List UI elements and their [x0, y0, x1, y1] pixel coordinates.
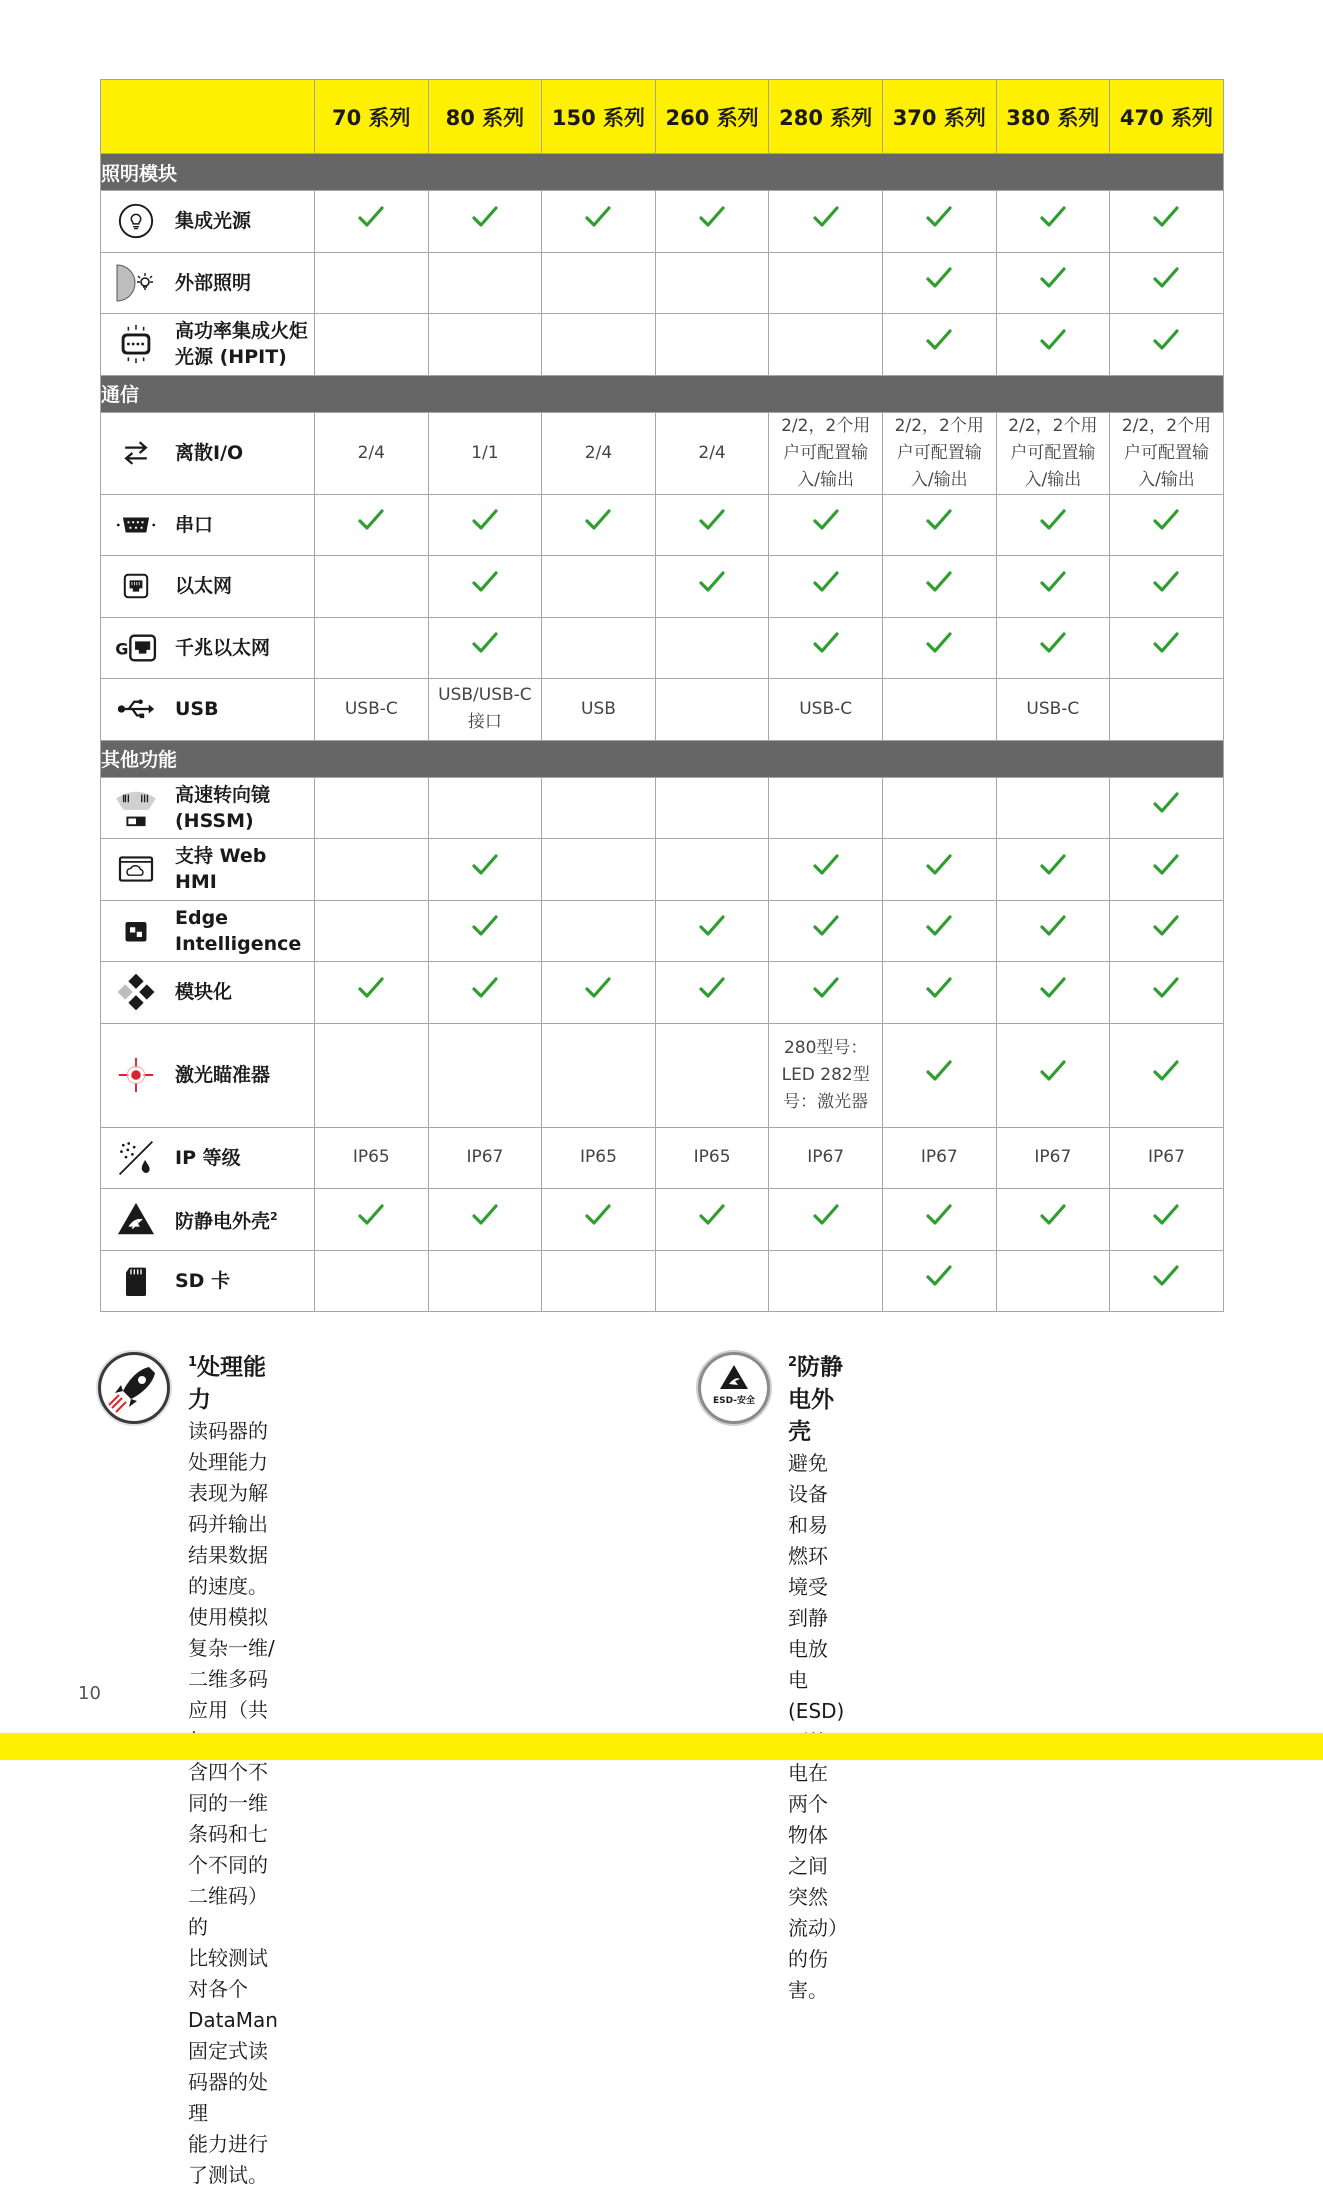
- feature-cell: [101, 412, 315, 494]
- check-icon: [1040, 508, 1066, 532]
- value-cell: 2/4: [315, 412, 429, 494]
- footnote-line: 电在两个物体之间突然流动）的伤害。: [788, 1760, 838, 2002]
- check-icon: [926, 266, 952, 290]
- footnote-line: 避免设备和易燃环境受到静电放电 (ESD): [788, 1450, 845, 1723]
- value-cell: USB-C: [315, 679, 429, 741]
- table-row: [101, 412, 1224, 494]
- check-cell: [1110, 1250, 1224, 1312]
- value-cell: 2/2，2个用户可配置输入/输出: [996, 412, 1110, 494]
- feature-cell: [101, 314, 315, 376]
- check-cell: [655, 962, 769, 1024]
- feature-cell: [101, 252, 315, 314]
- check-icon: [926, 570, 952, 594]
- ethernet-icon: [111, 563, 161, 609]
- check-icon: [1040, 1203, 1066, 1227]
- bottom-accent-bar: [0, 1733, 1323, 1760]
- value-cell: IP67: [882, 1127, 996, 1189]
- check-icon: [926, 1264, 952, 1288]
- column-header: 380 系列: [996, 80, 1110, 154]
- check-cell: [428, 962, 542, 1024]
- column-header: 470 系列: [1110, 80, 1224, 154]
- column-header: 260 系列: [655, 80, 769, 154]
- esd-safe-icon-text: ESD-安全: [712, 1396, 756, 1406]
- value-cell: IP65: [542, 1127, 656, 1189]
- check-cell: [428, 900, 542, 962]
- external-light-icon: [111, 260, 161, 306]
- check-cell: [882, 252, 996, 314]
- value-cell: [769, 252, 883, 314]
- table-row: [101, 839, 1224, 901]
- footnote-1-text: [188, 1416, 278, 2191]
- value-cell: [655, 617, 769, 679]
- value-cell: [542, 1250, 656, 1312]
- check-cell: [882, 191, 996, 253]
- value-cell: [882, 777, 996, 839]
- value-cell: [315, 777, 429, 839]
- check-cell: [428, 839, 542, 901]
- value-cell: [655, 777, 769, 839]
- hpit-icon: [111, 321, 161, 367]
- section-header-row: [101, 154, 1224, 191]
- check-cell: [882, 556, 996, 618]
- check-cell: [1110, 839, 1224, 901]
- value-cell: [769, 314, 883, 376]
- check-icon: [1153, 1203, 1179, 1227]
- check-cell: [1110, 777, 1224, 839]
- check-cell: [769, 962, 883, 1024]
- check-cell: [769, 556, 883, 618]
- value-cell: [428, 252, 542, 314]
- value-cell: [542, 1023, 656, 1127]
- check-icon: [358, 508, 384, 532]
- value-cell: 2/2，2个用户可配置输入/输出: [769, 412, 883, 494]
- check-cell: [655, 494, 769, 556]
- check-icon: [926, 631, 952, 655]
- feature-label: 防静电外壳$^2$: [175, 1210, 278, 1233]
- value-cell: [315, 839, 429, 901]
- check-cell: [655, 1189, 769, 1251]
- feature-label: 模块化: [175, 981, 233, 1004]
- feature-label: 千兆以太网: [175, 636, 271, 659]
- feature-label: 支持 Web HMI: [175, 845, 267, 894]
- value-cell: [315, 900, 429, 962]
- value-cell: [769, 1250, 883, 1312]
- feature-cell: [101, 900, 315, 962]
- rocket-icon: [95, 1349, 173, 1427]
- edge-intelligence-icon: [111, 908, 161, 954]
- check-icon: [472, 914, 498, 938]
- table-row: [101, 1189, 1224, 1251]
- footnote-1-title: 处理能力: [188, 1354, 267, 1413]
- feature-cell: [101, 617, 315, 679]
- check-icon: [1153, 914, 1179, 938]
- feature-cell: [101, 1250, 315, 1312]
- esd-housing-icon: [111, 1196, 161, 1242]
- comparison-table: [100, 79, 1224, 1312]
- check-cell: [996, 252, 1110, 314]
- feature-cell: [101, 777, 315, 839]
- value-cell: [315, 314, 429, 376]
- check-icon: [813, 508, 839, 532]
- feature-label: 激光瞄准器: [175, 1064, 271, 1086]
- check-cell: [882, 1189, 996, 1251]
- column-header: 280 系列: [769, 80, 883, 154]
- check-cell: [996, 494, 1110, 556]
- check-cell: [655, 556, 769, 618]
- check-cell: [428, 617, 542, 679]
- check-icon: [813, 976, 839, 1000]
- table-row: [101, 1127, 1224, 1189]
- check-cell: [996, 962, 1110, 1024]
- check-cell: [769, 1189, 883, 1251]
- footnote-line: 的速度。使用模拟复杂一维/二维多码应用（共: [188, 1573, 275, 1722]
- value-cell: [428, 777, 542, 839]
- integrated-light-icon: [111, 198, 161, 244]
- check-icon: [585, 508, 611, 532]
- check-icon: [813, 570, 839, 594]
- check-icon: [1040, 205, 1066, 229]
- check-icon: [699, 570, 725, 594]
- check-icon: [472, 508, 498, 532]
- usb-icon: [111, 686, 161, 732]
- value-cell: USB/USB-C接口: [428, 679, 542, 741]
- value-cell: [542, 556, 656, 618]
- check-icon: [926, 976, 952, 1000]
- check-icon: [1153, 791, 1179, 815]
- table-row: [101, 191, 1224, 253]
- esd-safe-icon: [695, 1349, 773, 1427]
- check-cell: [882, 314, 996, 376]
- value-cell: IP67: [996, 1127, 1110, 1189]
- value-cell: [428, 314, 542, 376]
- value-cell: 2/4: [542, 412, 656, 494]
- feature-label: SD 卡: [175, 1269, 231, 1292]
- value-cell: [655, 252, 769, 314]
- footnote-line: 比较测试对各个 DataMan 固定式读码器的处理: [188, 1945, 278, 2125]
- section-title: 照明模块: [101, 154, 1224, 191]
- check-cell: [1110, 1023, 1224, 1127]
- check-icon: [585, 205, 611, 229]
- feature-label: 高速转向镜 (HSSM): [175, 783, 271, 832]
- footnote-line: 含四个不同的一维条码和七个不同的二维码）的: [188, 1759, 268, 1939]
- column-header: 70 系列: [315, 80, 429, 154]
- check-icon: [1153, 1059, 1179, 1083]
- check-cell: [315, 962, 429, 1024]
- feature-cell: [101, 494, 315, 556]
- check-cell: [655, 191, 769, 253]
- section-header-row: [101, 740, 1224, 777]
- check-icon: [699, 914, 725, 938]
- value-cell: 2/4: [655, 412, 769, 494]
- check-icon: [699, 1203, 725, 1227]
- feature-cell: [101, 839, 315, 901]
- check-cell: [996, 1023, 1110, 1127]
- discrete-io-icon: [111, 430, 161, 476]
- check-cell: [996, 900, 1110, 962]
- value-cell: [1110, 679, 1224, 741]
- check-cell: [996, 839, 1110, 901]
- check-icon: [472, 631, 498, 655]
- value-cell: [769, 777, 883, 839]
- check-cell: [655, 900, 769, 962]
- table-row: [101, 900, 1224, 962]
- check-cell: [428, 494, 542, 556]
- table-row: [101, 962, 1224, 1024]
- feature-label: USB: [175, 698, 219, 721]
- check-icon: [358, 205, 384, 229]
- ip-rating-icon: [111, 1135, 161, 1181]
- check-cell: [1110, 1189, 1224, 1251]
- check-icon: [1153, 631, 1179, 655]
- check-icon: [699, 205, 725, 229]
- check-icon: [1153, 205, 1179, 229]
- check-icon: [1040, 976, 1066, 1000]
- column-header: 370 系列: [882, 80, 996, 154]
- check-icon: [1153, 853, 1179, 877]
- check-cell: [769, 617, 883, 679]
- check-icon: [1040, 328, 1066, 352]
- check-cell: [882, 839, 996, 901]
- check-icon: [1040, 266, 1066, 290]
- check-cell: [769, 900, 883, 962]
- value-cell: [315, 1023, 429, 1127]
- check-icon: [926, 1203, 952, 1227]
- check-cell: [882, 962, 996, 1024]
- check-cell: [996, 191, 1110, 253]
- check-cell: [542, 191, 656, 253]
- value-cell: USB-C: [996, 679, 1110, 741]
- check-icon: [472, 853, 498, 877]
- feature-cell: [101, 679, 315, 741]
- value-cell: USB-C: [769, 679, 883, 741]
- value-cell: [315, 556, 429, 618]
- check-icon: [585, 1203, 611, 1227]
- feature-cell: [101, 1023, 315, 1127]
- check-cell: [769, 839, 883, 901]
- table-row: [101, 556, 1224, 618]
- check-cell: [882, 900, 996, 962]
- value-cell: [655, 1023, 769, 1127]
- check-icon: [813, 205, 839, 229]
- feature-label: 以太网: [175, 575, 233, 598]
- value-cell: [542, 252, 656, 314]
- check-cell: [882, 617, 996, 679]
- check-cell: [882, 494, 996, 556]
- check-cell: [542, 1189, 656, 1251]
- value-cell: IP65: [315, 1127, 429, 1189]
- check-cell: [542, 494, 656, 556]
- check-cell: [428, 191, 542, 253]
- check-cell: [882, 1250, 996, 1312]
- check-cell: [996, 556, 1110, 618]
- feature-cell: [101, 1189, 315, 1251]
- feature-cell: [101, 1127, 315, 1189]
- check-icon: [926, 508, 952, 532]
- check-icon: [1153, 1264, 1179, 1288]
- hssm-icon: [111, 785, 161, 831]
- check-icon: [358, 1203, 384, 1227]
- check-icon: [472, 205, 498, 229]
- table-row: [101, 314, 1224, 376]
- check-cell: [315, 191, 429, 253]
- table-row: [101, 494, 1224, 556]
- feature-label: 串口: [175, 513, 214, 536]
- check-icon: [926, 853, 952, 877]
- footnote-2-marker: 2: [788, 1355, 798, 1370]
- check-cell: [542, 962, 656, 1024]
- check-cell: [1110, 494, 1224, 556]
- check-cell: [996, 617, 1110, 679]
- value-cell: [428, 1023, 542, 1127]
- check-icon: [1040, 570, 1066, 594]
- footnote-1-marker: 1: [188, 1355, 198, 1370]
- value-cell: [315, 1250, 429, 1312]
- value-cell: [542, 900, 656, 962]
- check-icon: [1040, 1059, 1066, 1083]
- check-icon: [926, 205, 952, 229]
- feature-label: 离散I/O: [175, 442, 244, 464]
- check-icon: [813, 1203, 839, 1227]
- value-cell: [428, 1250, 542, 1312]
- check-cell: [1110, 900, 1224, 962]
- check-icon: [1153, 508, 1179, 532]
- sd-card-icon: [111, 1258, 161, 1304]
- header-row: [101, 80, 1224, 154]
- svg-text:G: G: [115, 639, 129, 659]
- gigabit-ethernet-icon: [111, 625, 161, 671]
- footnote-2-title: 防静电外壳: [788, 1354, 844, 1445]
- check-icon: [1153, 328, 1179, 352]
- header-corner: [101, 80, 315, 154]
- value-cell: IP67: [769, 1127, 883, 1189]
- value-cell: IP67: [1110, 1127, 1224, 1189]
- check-icon: [472, 976, 498, 1000]
- check-icon: [813, 914, 839, 938]
- footnote-marker: 2: [270, 1210, 278, 1224]
- value-cell: 2/2，2个用户可配置输入/输出: [882, 412, 996, 494]
- table-row: [101, 777, 1224, 839]
- footnote-line: 能力进行了测试。: [188, 2131, 268, 2187]
- footnote-line: 读码器的处理能力表现为解码并输出结果数据: [188, 1418, 268, 1567]
- check-icon: [699, 508, 725, 532]
- check-icon: [926, 914, 952, 938]
- check-icon: [1040, 914, 1066, 938]
- value-cell: [315, 617, 429, 679]
- check-cell: [769, 191, 883, 253]
- feature-cell: [101, 962, 315, 1024]
- value-cell: [655, 1250, 769, 1312]
- check-icon: [813, 853, 839, 877]
- check-cell: [1110, 617, 1224, 679]
- feature-cell: [101, 556, 315, 618]
- table-row: [101, 679, 1224, 741]
- section-header-row: [101, 375, 1224, 412]
- value-cell: IP67: [428, 1127, 542, 1189]
- check-cell: [315, 494, 429, 556]
- section-title: 其他功能: [101, 740, 1224, 777]
- value-cell: [542, 839, 656, 901]
- table-row: [101, 1250, 1224, 1312]
- web-hmi-icon: [111, 846, 161, 892]
- value-cell: [882, 679, 996, 741]
- check-icon: [1153, 570, 1179, 594]
- check-cell: [1110, 314, 1224, 376]
- table-row: [101, 252, 1224, 314]
- feature-label: 集成光源: [175, 210, 252, 233]
- value-cell: 2/2，2个用户可配置输入/输出: [1110, 412, 1224, 494]
- section-title: 通信: [101, 375, 1224, 412]
- check-icon: [926, 1059, 952, 1083]
- feature-label: Edge Intelligence: [175, 906, 302, 955]
- feature-label: 高功率集成火炬光源 (HPIT): [175, 320, 309, 369]
- check-icon: [699, 976, 725, 1000]
- value-cell: IP65: [655, 1127, 769, 1189]
- value-cell: [655, 839, 769, 901]
- check-cell: [1110, 556, 1224, 618]
- value-cell: [542, 617, 656, 679]
- check-cell: [996, 314, 1110, 376]
- column-header: 80 系列: [428, 80, 542, 154]
- feature-label: IP 等级: [175, 1146, 241, 1169]
- table-row: [101, 1023, 1224, 1127]
- footnote-2-text: [788, 1448, 844, 2006]
- check-icon: [1040, 853, 1066, 877]
- column-header: 150 系列: [542, 80, 656, 154]
- feature-label: 外部照明: [175, 271, 252, 294]
- check-cell: [1110, 252, 1224, 314]
- check-cell: [315, 1189, 429, 1251]
- check-cell: [882, 1023, 996, 1127]
- check-cell: [1110, 191, 1224, 253]
- serial-port-icon: [111, 502, 161, 548]
- value-cell: [315, 252, 429, 314]
- value-cell: [996, 1250, 1110, 1312]
- value-cell: [542, 777, 656, 839]
- modular-icon: [111, 969, 161, 1015]
- page-number: 10: [78, 1683, 101, 1704]
- check-icon: [472, 570, 498, 594]
- check-icon: [585, 976, 611, 1000]
- value-cell: USB: [542, 679, 656, 741]
- check-icon: [1153, 976, 1179, 1000]
- check-cell: [769, 494, 883, 556]
- value-cell: [996, 777, 1110, 839]
- check-icon: [358, 976, 384, 1000]
- check-icon: [1153, 266, 1179, 290]
- check-cell: [428, 556, 542, 618]
- value-cell: [542, 314, 656, 376]
- value-cell: [655, 679, 769, 741]
- check-cell: [996, 1189, 1110, 1251]
- laser-aimer-icon: [111, 1052, 161, 1098]
- value-cell: [655, 314, 769, 376]
- check-icon: [472, 1203, 498, 1227]
- check-icon: [926, 328, 952, 352]
- check-icon: [1040, 631, 1066, 655]
- value-cell: 280型号：LED 282型号：激光器: [769, 1023, 883, 1127]
- check-cell: [428, 1189, 542, 1251]
- value-cell: 1/1: [428, 412, 542, 494]
- table-row: [101, 617, 1224, 679]
- feature-cell: [101, 191, 315, 253]
- check-icon: [813, 631, 839, 655]
- check-cell: [1110, 962, 1224, 1024]
